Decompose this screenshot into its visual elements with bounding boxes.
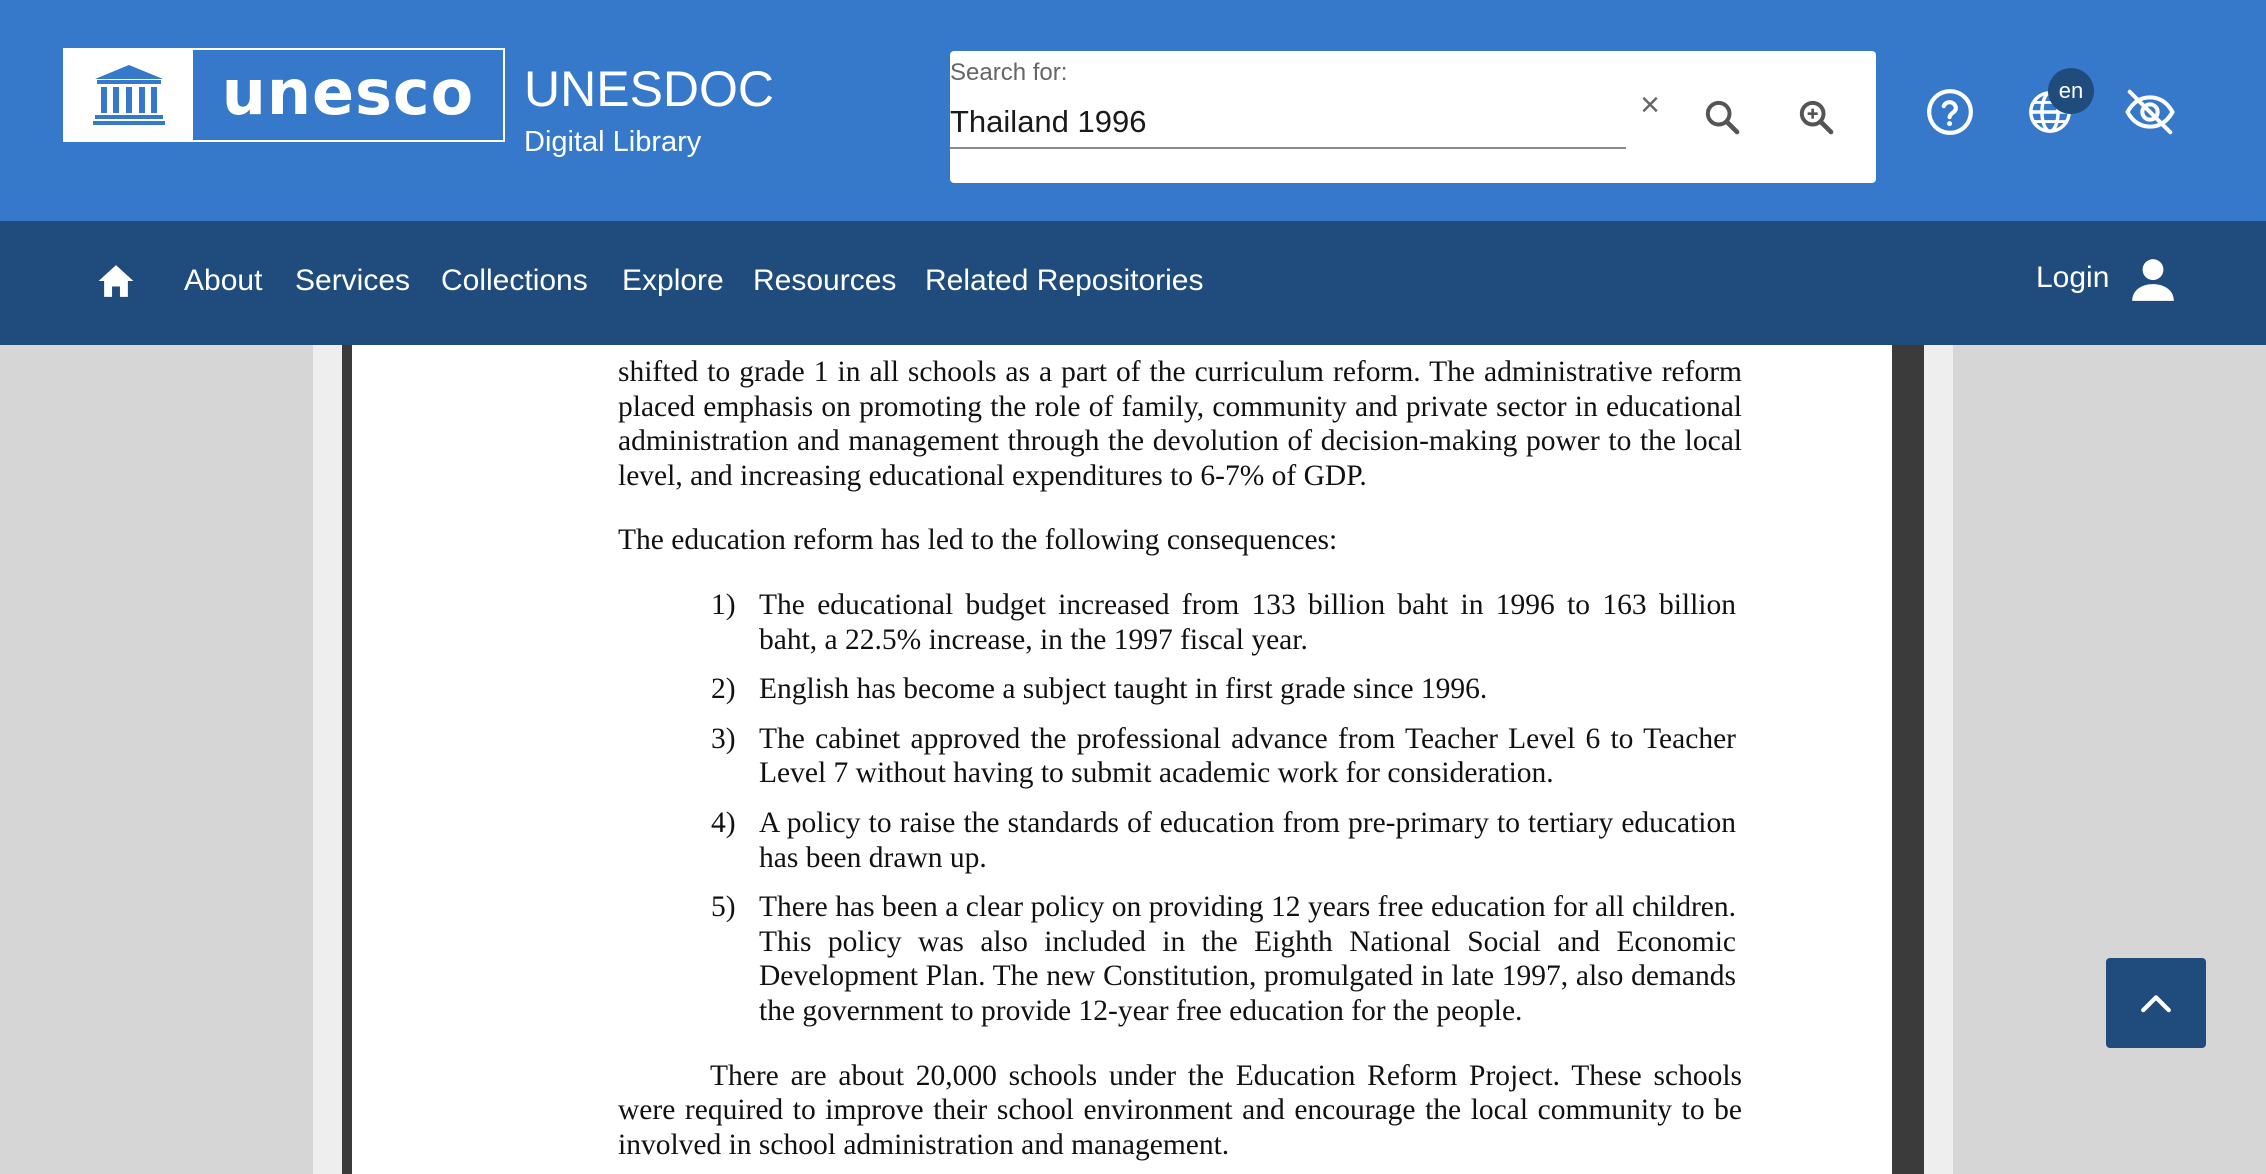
- site-subtitle: Digital Library: [524, 126, 702, 158]
- list-item: [711, 722, 1736, 791]
- nav-item-related-repositories[interactable]: Related Repositories: [925, 264, 1204, 297]
- document-paragraph: The education reform has led to the following consequences:: [618, 524, 1338, 557]
- nav-item-collections[interactable]: Collections: [441, 264, 588, 297]
- zoom-in-icon: [1796, 97, 1836, 137]
- search-button[interactable]: [1696, 91, 1748, 143]
- search-input[interactable]: [950, 97, 1626, 149]
- help-button[interactable]: [1922, 84, 1978, 140]
- search-icon: [1702, 97, 1742, 137]
- back-to-top-button[interactable]: [2106, 958, 2206, 1048]
- home-icon: [97, 263, 135, 299]
- advanced-search-button[interactable]: [1790, 91, 1842, 143]
- site-header: [0, 0, 2266, 221]
- search-panel: [950, 51, 1876, 183]
- nav-item-explore[interactable]: Explore: [622, 264, 724, 297]
- unesco-logo[interactable]: [63, 48, 505, 142]
- document-page[interactable]: [352, 345, 1892, 1174]
- list-number: 4): [711, 806, 736, 839]
- list-text: The educational budget increased from 133 billion baht in 1996 to 163 billion baht, a 22.5% increase, in the 1997 fiscal year.: [759, 588, 1736, 656]
- list-number: 2): [711, 673, 736, 706]
- list-text: The cabinet approved the professional advance from Teacher Level 6 to Teacher Level 7 without having to submit academic work for consideration.: [759, 722, 1736, 790]
- nav-item-services[interactable]: Services: [295, 264, 411, 297]
- login-link[interactable]: Login: [2036, 261, 2110, 294]
- language-badge[interactable]: en: [2048, 68, 2094, 114]
- list-number: 3): [711, 722, 736, 755]
- visibility-off-icon: [2123, 85, 2177, 139]
- document-text: [618, 355, 1742, 1174]
- home-button[interactable]: [96, 261, 136, 301]
- list-text: English has become a subject taught in first grade since 1996.: [759, 673, 1488, 706]
- search-label: Search for:: [950, 59, 1068, 86]
- document-paragraph: shifted to grade 1 in all schools as a part of the curriculum reform. The administrative reform placed emphasis on promoting the role of family, community and private sector in educational administration and management through the devolution of decision-making power to the local level, and increasing educational expenditures to 6-7% of GDP.: [618, 356, 1742, 492]
- main-nav: [0, 221, 2266, 345]
- document-paragraph: There are about 20,000 schools under the Education Reform Project. These schools were required to improve their school environment and encourage the local community to be involved in school administration and management.: [618, 1059, 1742, 1161]
- consequences-list: [618, 588, 1742, 1029]
- nav-item-about[interactable]: About: [184, 264, 263, 297]
- list-text: A policy to raise the standards of education from pre-primary to tertiary education has been drawn up.: [759, 806, 1736, 874]
- list-text: There has been a clear policy on providing 12 years free education for all children. This policy was also included in the Eighth National Social and Economic Development Plan. The new Constitution, promulgated in late 1997, also demands the government to provide 12-year free education for the people.: [759, 891, 1736, 1027]
- logo-wordmark: unesco: [221, 55, 475, 129]
- list-item: [711, 672, 1736, 707]
- help-icon: [1925, 87, 1975, 137]
- nav-item-resources[interactable]: Resources: [753, 264, 897, 297]
- list-item: [711, 890, 1736, 1028]
- chevron-up-icon: [2139, 992, 2173, 1014]
- list-number: 1): [711, 588, 736, 621]
- close-icon[interactable]: ×: [1640, 86, 1660, 124]
- site-title[interactable]: UNESDOC: [524, 61, 775, 117]
- list-number: 5): [711, 891, 736, 924]
- list-item: [711, 806, 1736, 875]
- unesco-temple-icon: [65, 50, 193, 140]
- accessibility-toggle[interactable]: [2122, 84, 2178, 140]
- user-icon[interactable]: [2126, 253, 2180, 307]
- list-item: [711, 588, 1736, 657]
